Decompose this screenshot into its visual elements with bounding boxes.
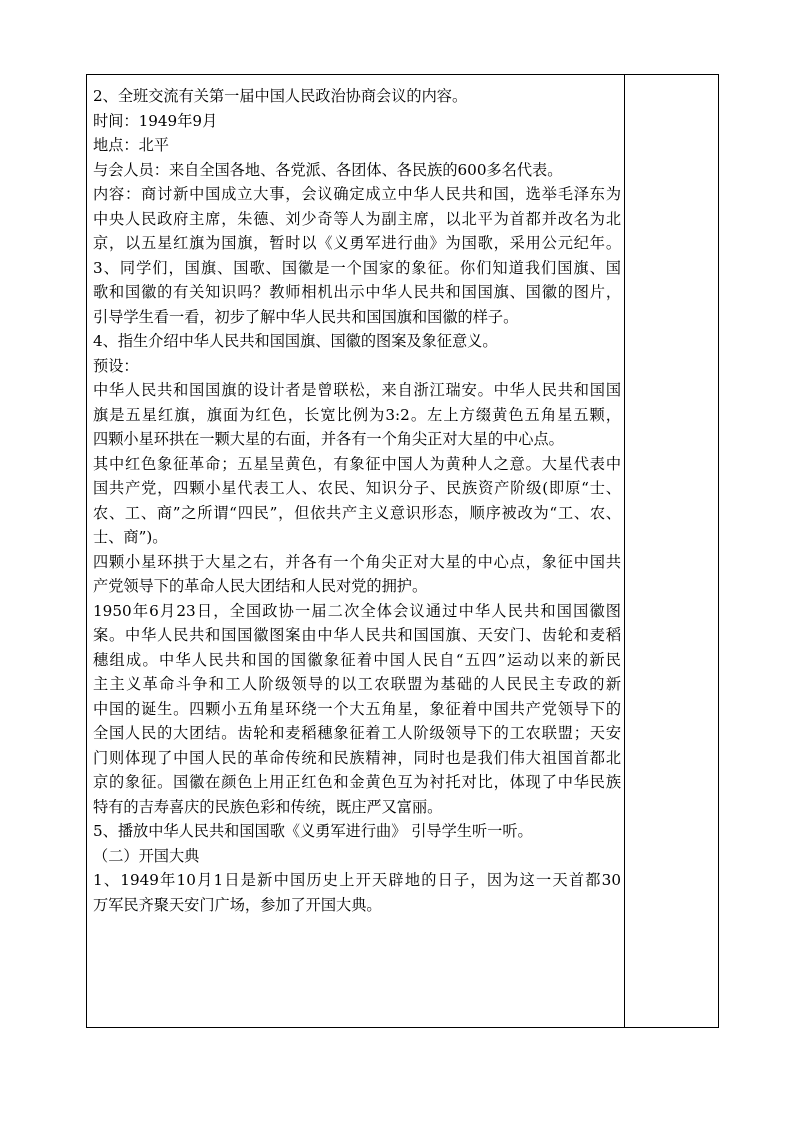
text-line: 中华人民共和国国旗的设计者是曾联松，来自浙江瑞安。中华人民共和国国 [93,381,621,399]
text-line: 时间：1949年9月 [93,111,218,130]
text-line: 农、工、商”之所谓“四民”，但依共产主义意识形态，顺序被改为“工、农、 [93,503,621,522]
text-line: 1950年6月23日，全国政协一届二次全体会议通过中华人民共和国国徽图 [93,601,621,620]
text-line: 中国的诞生。四颗小五角星环绕一个大五角星，象征着中国共产党领导下的 [93,699,621,718]
text-line: 与会人员：来自全国各地、各党派、各团体、各民族的600多名代表。 [93,160,563,179]
text-line: 全国人民的大团结。齿轮和麦稻穗象征着工人阶级领导下的工农联盟；天安 [93,724,621,742]
text-line: 主主义革命斗争和工人阶级领导的以工农联盟为基础的人民民主专政的新 [93,675,621,693]
text-line: 2、全班交流有关第一届中国人民政治协商会议的内容。 [93,87,468,105]
text-line: （二）开国大典 [93,846,200,865]
text-line: 产党领导下的革命人民大团结和人民对党的拥护。 [93,577,428,595]
text-line: 国共产党，四颗小星代表工人、农民、知识分子、民族资产阶级(即原“士、 [93,479,621,497]
text-line: 中央人民政府主席，朱德、刘少奇等人为副主席，以北平为首都并改名为北 [93,209,621,228]
text-line: 歌和国徽的有关知识吗？教师相机出示中华人民共和国国旗、国徽的图片， [93,283,621,301]
text-line: 其中红色象征革命；五星呈黄色，有象征中国人为黄种人之意。大星代表中 [93,454,621,473]
text-line: 地点：北平 [93,136,169,154]
text-line: 穗组成。中华人民共和国的国徽象征着中国人民自“五四”运动以来的新民 [93,650,621,669]
text-line: 预设： [93,356,139,375]
text-line: 四颗小星环拱于大星之右，并各有一个角尖正对大星的中心点，象征中国共 [93,552,621,571]
text-line: 3、同学们，国旗、国歌、国徽是一个国家的象征。你们知道我们国旗、国 [93,258,621,277]
text-line: 士、商”)。 [93,528,168,546]
text-line: 内容：商讨新中国成立大事，会议确定成立中华人民共和国，选举毛泽东为 [93,185,621,203]
text-line: 案。中华人民共和国国徽图案由中华人民共和国国旗、天安门、齿轮和麦稻 [93,626,621,644]
lesson-table [86,74,719,1028]
text-line: 门则体现了中国人民的革命传统和民族精神，同时也是我们伟大祖国首都北 [93,748,621,767]
lesson-content-cell [93,84,621,917]
text-line: 旗是五星红旗，旗面为红色，长宽比例为3:2。左上方缀黄色五角星五颗， [93,405,621,424]
text-line: 万军民齐聚天安门广场，参加了开国大典。 [93,895,382,914]
notes-cell [625,75,718,1027]
text-line: 京的象征。国徽在颜色上用正红色和金黄色互为衬托对比，体现了中华民族 [93,773,621,791]
text-line: 1、1949年10月1日是新中国历史上开天辟地的日子，因为这一天首都30 [93,871,621,889]
text-line: 4、指生介绍中华人民共和国国旗、国徽的图案及象征意义。 [93,332,498,350]
text-line: 京，以五星红旗为国旗，暂时以《义勇军进行曲》为国歌，采用公元纪年。 [93,234,621,252]
text-line: 引导学生看一看，初步了解中华人民共和国国旗和国徽的样子。 [93,307,519,326]
text-line: 特有的吉寿喜庆的民族色彩和传统，既庄严又富丽。 [93,797,443,816]
text-line: 5、播放中华人民共和国国歌《义勇军进行曲》 引导学生听一听。 [93,822,533,840]
text-line: 四颗小星环拱在一颗大星的右面，并各有一个角尖正对大星的中心点。 [93,430,564,448]
